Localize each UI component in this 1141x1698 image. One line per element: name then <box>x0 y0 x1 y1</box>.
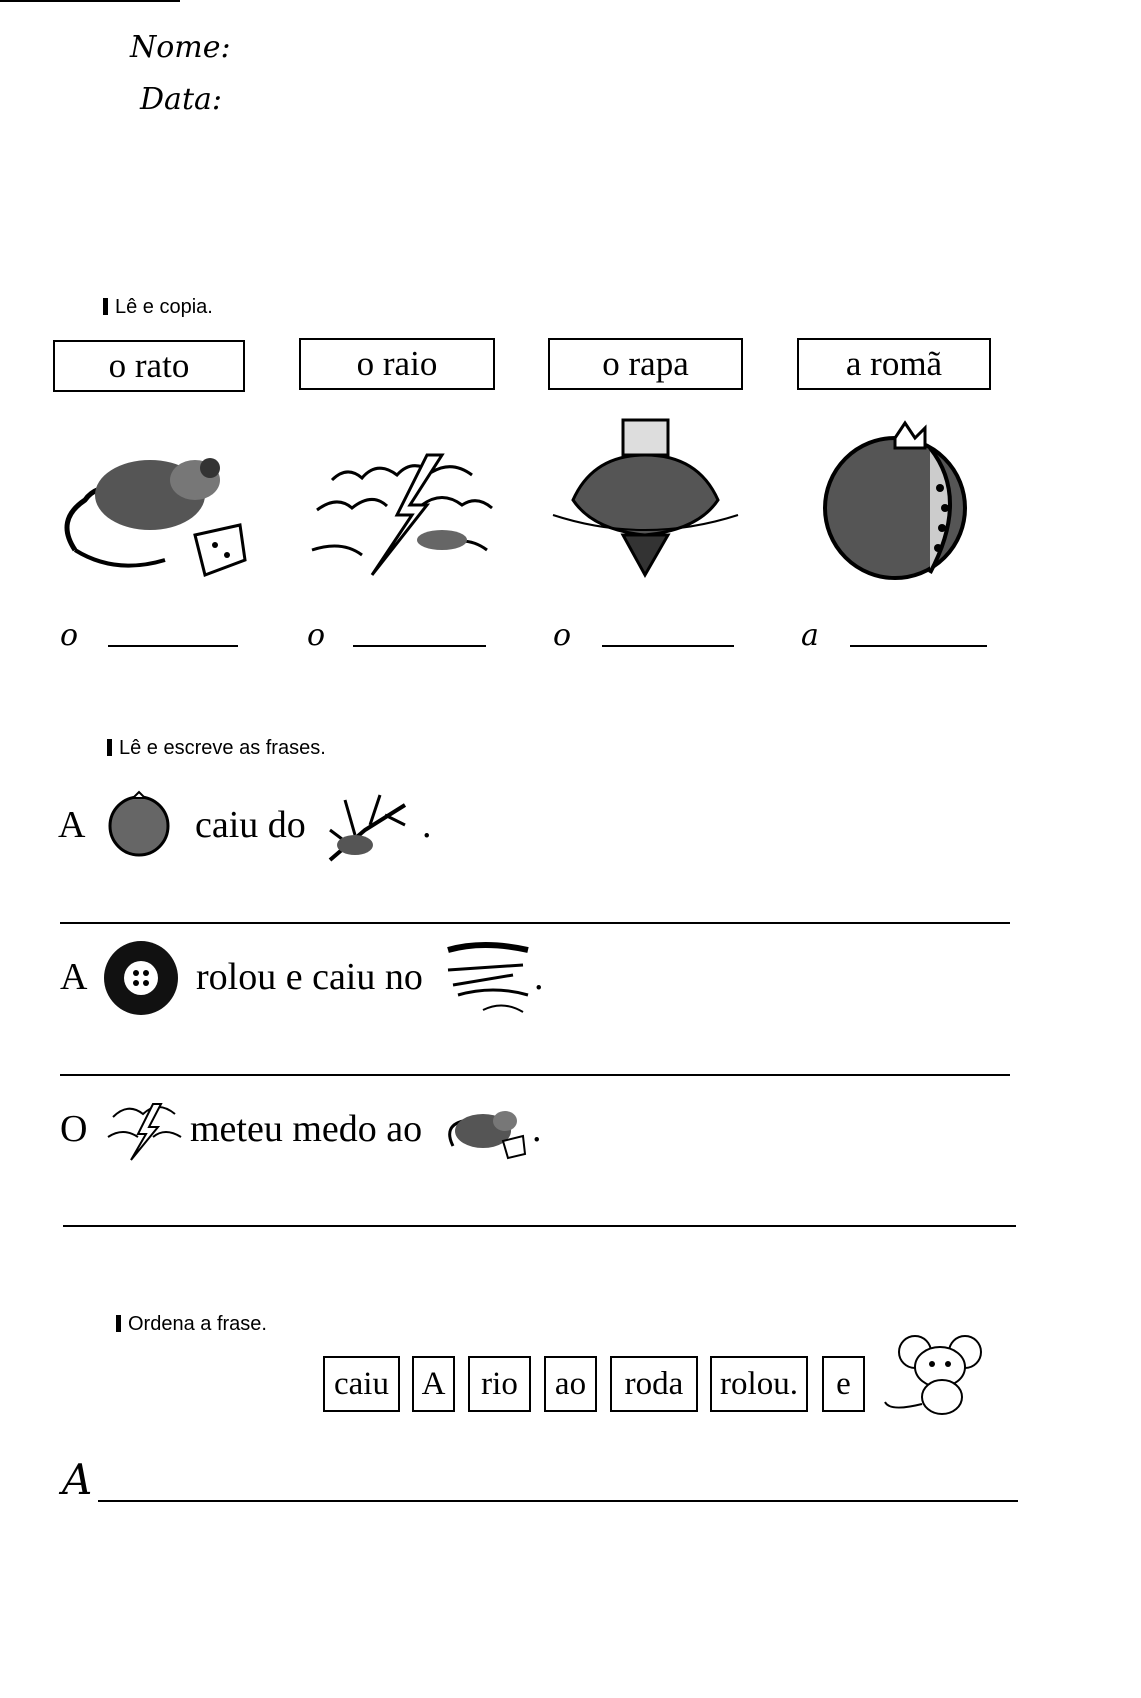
mouse-icon <box>880 1332 990 1417</box>
pomegranate-icon <box>810 418 980 583</box>
copy-blank-rapa[interactable] <box>602 645 734 647</box>
answer-start: A <box>62 1455 93 1504</box>
wheel-icon <box>101 938 181 1018</box>
instruction-text: Lê e copia. <box>115 296 213 318</box>
instruction-sentences <box>107 737 326 760</box>
word-tile[interactable]: e <box>822 1356 865 1412</box>
prefix-rato: o <box>60 618 79 653</box>
sentence-1-middle: caiu do <box>195 804 306 846</box>
sentence-3-start: O <box>60 1108 88 1150</box>
sentence-1-start: A <box>58 804 86 846</box>
top-border-line <box>0 0 180 2</box>
prefix-raio: o <box>307 618 326 653</box>
word-tile[interactable]: A <box>412 1356 455 1412</box>
instruction-order <box>116 1313 267 1336</box>
sentence-3-middle: meteu medo ao <box>190 1108 423 1150</box>
river-icon <box>443 940 533 1015</box>
tree-branch-icon <box>325 790 410 865</box>
copy-blank-raio[interactable] <box>353 645 486 647</box>
bullet-icon <box>103 298 108 315</box>
word-tile[interactable]: rolou. <box>710 1356 808 1412</box>
instruction-text: Lê e escreve as frases. <box>119 737 326 759</box>
word-box-raio: o raio <box>299 338 495 390</box>
pomegranate-icon <box>105 790 173 858</box>
instruction-text: Ordena a frase. <box>128 1313 267 1335</box>
copy-blank-roma[interactable] <box>850 645 987 647</box>
copy-blank-rato[interactable] <box>108 645 238 647</box>
prefix-rapa: o <box>553 618 572 653</box>
instruction-copy <box>103 296 213 319</box>
word-tile[interactable]: ao <box>544 1356 597 1412</box>
date-label: Data: <box>140 82 222 117</box>
name-label: Nome: <box>130 30 231 65</box>
sentence-2-middle: rolou e caiu no <box>196 956 423 998</box>
word-box-roma: a romã <box>797 338 991 390</box>
writing-line-1[interactable] <box>60 922 1010 924</box>
word-tile[interactable]: roda <box>610 1356 698 1412</box>
lightning-icon <box>302 410 502 580</box>
writing-line-2[interactable] <box>60 1074 1010 1076</box>
bullet-icon <box>107 739 112 756</box>
lightning-icon <box>103 1092 183 1164</box>
sentence-1-end: . <box>422 804 432 846</box>
word-box-rato: o rato <box>53 340 245 392</box>
bullet-icon <box>116 1315 121 1332</box>
spinning-top-icon <box>548 415 743 580</box>
word-box-rapa: o rapa <box>548 338 743 390</box>
prefix-roma: a <box>801 618 819 653</box>
writing-line-3[interactable] <box>63 1225 1016 1227</box>
rat-icon <box>55 430 250 580</box>
word-tile[interactable]: rio <box>468 1356 531 1412</box>
rat-icon <box>443 1096 528 1161</box>
sentence-2-start: A <box>60 956 88 998</box>
sentence-3-end: . <box>532 1108 542 1150</box>
sentence-2-end: . <box>534 956 544 998</box>
answer-line[interactable] <box>98 1500 1018 1502</box>
word-tile[interactable]: caiu <box>323 1356 400 1412</box>
